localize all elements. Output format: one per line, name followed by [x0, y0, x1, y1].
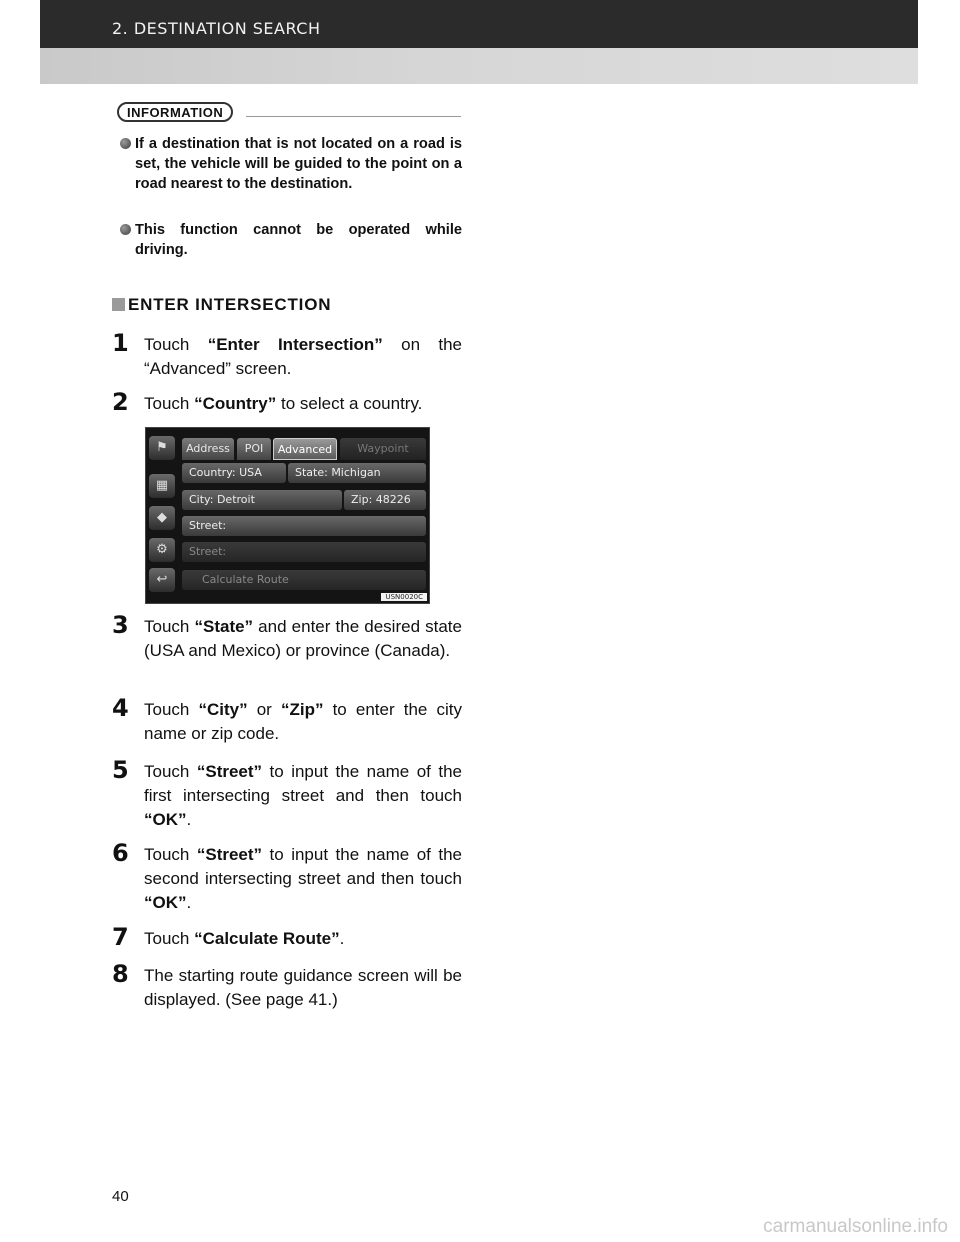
information-bullet: This function cannot be operated while driving. — [112, 220, 462, 260]
back-icon: ↩ — [149, 568, 175, 592]
settings-icon: ⚙ — [149, 538, 175, 562]
tab-address: Address — [182, 438, 234, 460]
zip-row: Zip: 48226 — [344, 490, 426, 510]
step-8: 8 The starting route guidance screen will be displayed. (See page 41.) — [112, 960, 462, 1009]
bullet-dot-icon — [120, 138, 131, 149]
step-3: 3 Touch “State” and enter the desired state (USA and Mexico) or province (Canada). — [112, 611, 462, 660]
street-row-1: Street: — [182, 516, 426, 536]
country-row: Country: USA — [182, 463, 286, 483]
step-2: 2 Touch “Country” to select a country. — [112, 388, 423, 416]
street-row-2: Street: — [182, 542, 426, 562]
section-square-icon — [112, 298, 125, 311]
step-6: 6 Touch “Street” to input the name of the second intersecting street and then touch “OK”. — [112, 839, 462, 912]
bullet-dot-icon — [120, 224, 131, 235]
step-7: 7 Touch “Calculate Route”. — [112, 923, 345, 951]
information-label: INFORMATION — [117, 102, 233, 122]
step-1: 1 Touch “Enter Intersection” on the “Advanced” screen. — [112, 329, 462, 378]
route-icon: ◆ — [149, 506, 175, 530]
destination-icon: ⚑ — [149, 436, 175, 460]
illustration-code: USN0020C — [381, 593, 427, 601]
information-bullet: If a destination that is not located on a road is set, the vehicle will be guided to the point on a road nearest to the destination. — [112, 134, 462, 194]
watermark: carmanualsonline.info — [763, 1216, 948, 1237]
city-row: City: Detroit — [182, 490, 342, 510]
header-band — [40, 48, 918, 84]
header-title: 2. DESTINATION SEARCH — [112, 19, 321, 38]
map-icon: ▦ — [149, 474, 175, 498]
step-5: 5 Touch “Street” to input the name of the first intersecting street and then touch “OK”. — [112, 756, 462, 829]
page-header — [40, 0, 918, 48]
section-title: ENTER INTERSECTION — [112, 295, 331, 315]
step-4: 4 Touch “City” or “Zip” to enter the city name or zip code. — [112, 694, 462, 743]
state-row: State: Michigan — [288, 463, 426, 483]
calculate-route-row: Calculate Route — [182, 570, 426, 590]
navigation-screen-illustration — [145, 427, 430, 604]
tab-advanced: Advanced — [273, 438, 337, 460]
information-rule — [246, 116, 461, 117]
tab-poi: POI — [237, 438, 271, 460]
tab-waypoint: Waypoint — [340, 438, 426, 460]
page-number: 40 — [112, 1188, 129, 1205]
